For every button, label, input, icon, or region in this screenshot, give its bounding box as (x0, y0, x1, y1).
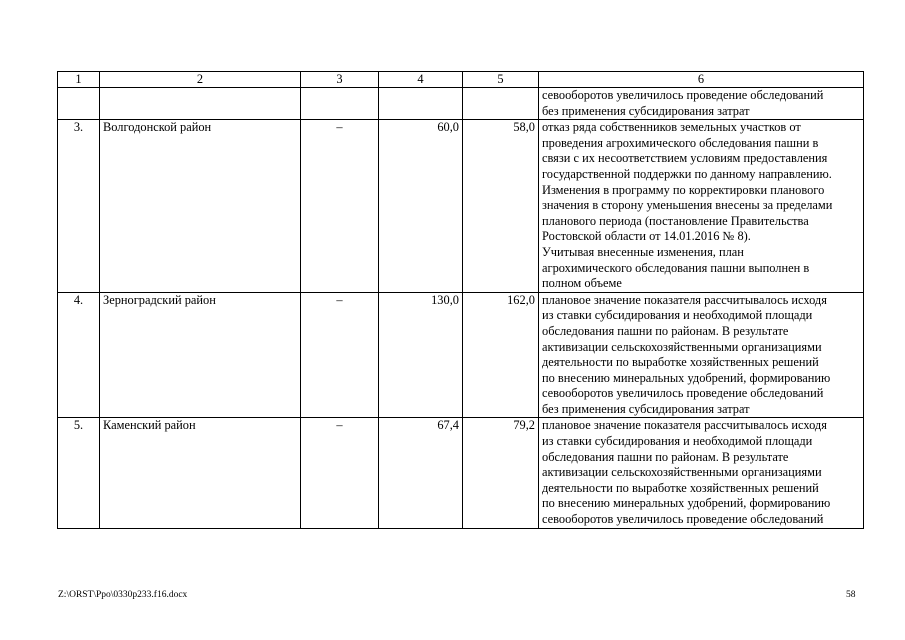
header-cell: 1 (58, 72, 100, 88)
report-table (57, 71, 864, 529)
note-line: из ставки субсидирования и необходимой площади (542, 308, 813, 323)
note-line: проведения агрохимического обследования пашни в (542, 135, 819, 150)
header-cell: 2 (100, 72, 301, 88)
note-cell (539, 292, 864, 418)
row-number-cell: 5. (58, 418, 100, 528)
note-line: государственной поддержки по данному направлению. (542, 166, 832, 181)
col3-cell: – (301, 418, 379, 528)
plan-value-cell (379, 88, 463, 120)
note-line: севооборотов увеличилось проведение обследований (542, 88, 824, 102)
plan-value-cell: 130,0 (379, 292, 463, 418)
note-line: агрохимического обследования пашни выполнен в (542, 260, 810, 275)
note-line: связи с их несоответствием условиям предоставления (542, 151, 828, 166)
header-cell: 3 (301, 72, 379, 88)
note-line: севооборотов увеличилось проведение обследований (542, 512, 824, 527)
header-cell: 6 (539, 72, 864, 88)
note-line: активизации сельскохозяйственными организациями (542, 465, 822, 480)
col3-cell (301, 88, 379, 120)
note-line: плановое значение показателя рассчитывалось исходя (542, 292, 827, 307)
district-name-cell: Каменский район (100, 418, 301, 528)
note-line: без применения субсидирования затрат (542, 401, 750, 416)
note-line: деятельности по выработке хозяйственных решений (542, 355, 819, 370)
note-line: по внесению минеральных удобрений, формированию (542, 496, 831, 511)
note-line: полном объеме (542, 276, 622, 291)
note-line: плановое значение показателя рассчитывалось исходя (542, 418, 827, 433)
note-line: Изменения в программу по корректировки планового (542, 182, 825, 197)
note-cell (539, 88, 864, 120)
note-line: Ростовской области от 14.01.2016 № 8). (542, 229, 751, 244)
plan-value-cell: 60,0 (379, 120, 463, 293)
note-line: Учитывая внесенные изменения, план (542, 244, 744, 259)
note-line: без применения субсидирования затрат (542, 103, 750, 118)
actual-value-cell: 79,2 (463, 418, 539, 528)
district-name-cell (100, 88, 301, 120)
actual-value-cell: 58,0 (463, 120, 539, 293)
note-line: отказ ряда собственников земельных участков от (542, 120, 801, 135)
note-line: планового периода (постановление Правительства (542, 213, 809, 228)
note-line: значения в сторону уменьшения внесены за пределами (542, 198, 833, 213)
table-header-row (58, 72, 864, 88)
plan-value-cell: 67,4 (379, 418, 463, 528)
note-line: из ставки субсидирования и необходимой площади (542, 434, 813, 449)
note-cell (539, 418, 864, 528)
note-line: севооборотов увеличилось проведение обследований (542, 386, 824, 401)
note-cell (539, 120, 864, 293)
table-row (58, 88, 864, 120)
note-line: по внесению минеральных удобрений, формированию (542, 370, 831, 385)
table-row (58, 292, 864, 418)
header-cell: 5 (463, 72, 539, 88)
note-line: деятельности по выработке хозяйственных решений (542, 480, 819, 495)
col3-cell: – (301, 292, 379, 418)
col3-cell: – (301, 120, 379, 293)
district-name-cell: Волгодонской район (100, 120, 301, 293)
document-path: Z:\ORST\Ppo\0330p233.f16.docx (58, 590, 188, 600)
table-row (58, 418, 864, 528)
row-number-cell: 4. (58, 292, 100, 418)
header-cell: 4 (379, 72, 463, 88)
note-line: обследования пашни по районам. В результате (542, 323, 789, 338)
row-number-cell (58, 88, 100, 120)
actual-value-cell: 162,0 (463, 292, 539, 418)
table-row (58, 120, 864, 293)
district-name-cell: Зерноградский район (100, 292, 301, 418)
note-line: обследования пашни по районам. В результате (542, 449, 789, 464)
row-number-cell: 3. (58, 120, 100, 293)
actual-value-cell (463, 88, 539, 120)
note-line: активизации сельскохозяйственными организациями (542, 339, 822, 354)
page-number: 58 (846, 590, 856, 600)
